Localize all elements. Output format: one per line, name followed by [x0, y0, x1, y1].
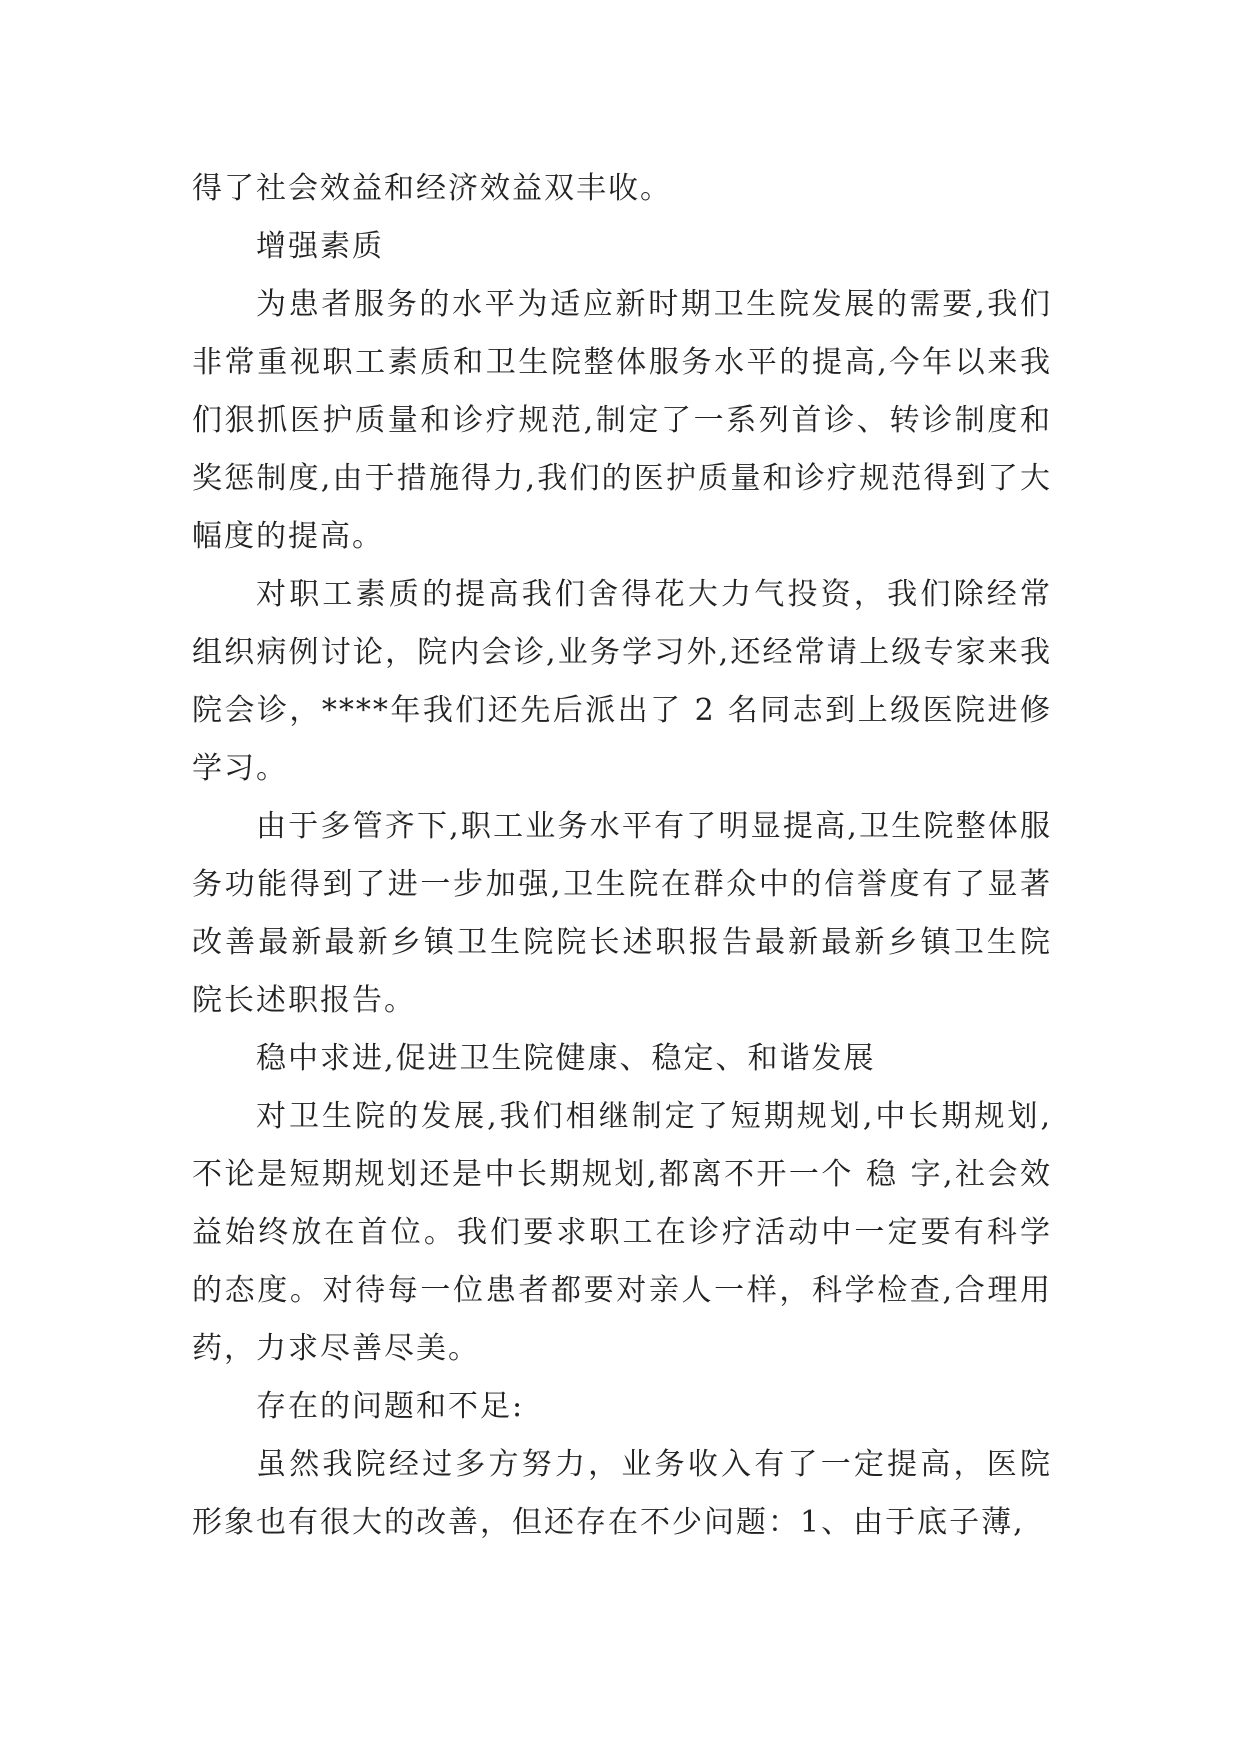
heading-problems: 存在的问题和不足: [256, 1389, 525, 1424]
heading-enhance-quality: 增强素质 [256, 229, 384, 264]
heading-steady-progress: 稳中求进,促进卫生院健康、稳定、和谐发展 [256, 1041, 876, 1076]
document-body [192, 160, 1052, 1552]
paragraph-1: 得了社会效益和经济效益双丰收。 [192, 171, 672, 206]
paragraph-staff-investment: 对职工素质的提高我们舍得花大力气投资，我们除经常组织病例讨论，院内会诊,业务学习外,还经常请上级专家来我院会诊，****年我们还先后派出了 2 名同志到上级医院进修学习。 [192, 577, 1052, 786]
paragraph-service-level: 为患者服务的水平为适应新时期卫生院发展的需要,我们非常重视职工素质和卫生院整体服务水平的提高,今年以来我们狠抓医护质量和诊疗规范,制定了一系列首诊、转诊制度和奖惩制度,由于措施得力,我们的医护质量和诊疗规范得到了大幅度的提高。 [192, 287, 1052, 554]
paragraph-improvement: 由于多管齐下,职工业务水平有了明显提高,卫生院整体服务功能得到了进一步加强,卫生院在群众中的信誉度有了显著改善最新最新乡镇卫生院院长述职报告最新最新乡镇卫生院院长述职报告。 [192, 809, 1052, 1018]
paragraph-problems: 虽然我院经过多方努力，业务收入有了一定提高，医院形象也有很大的改善，但还存在不少问题：1、由于底子薄, [192, 1447, 1052, 1540]
paragraph-development-plan: 对卫生院的发展,我们相继制定了短期规划,中长期规划,不论是短期规划还是中长期规划,都离不开一个 稳 字,社会效益始终放在首位。我们要求职工在诊疗活动中一定要有科学的态度。对待每一位患者都要对亲人一样，科学检查,合理用药，力求尽善尽美。 [192, 1099, 1052, 1366]
